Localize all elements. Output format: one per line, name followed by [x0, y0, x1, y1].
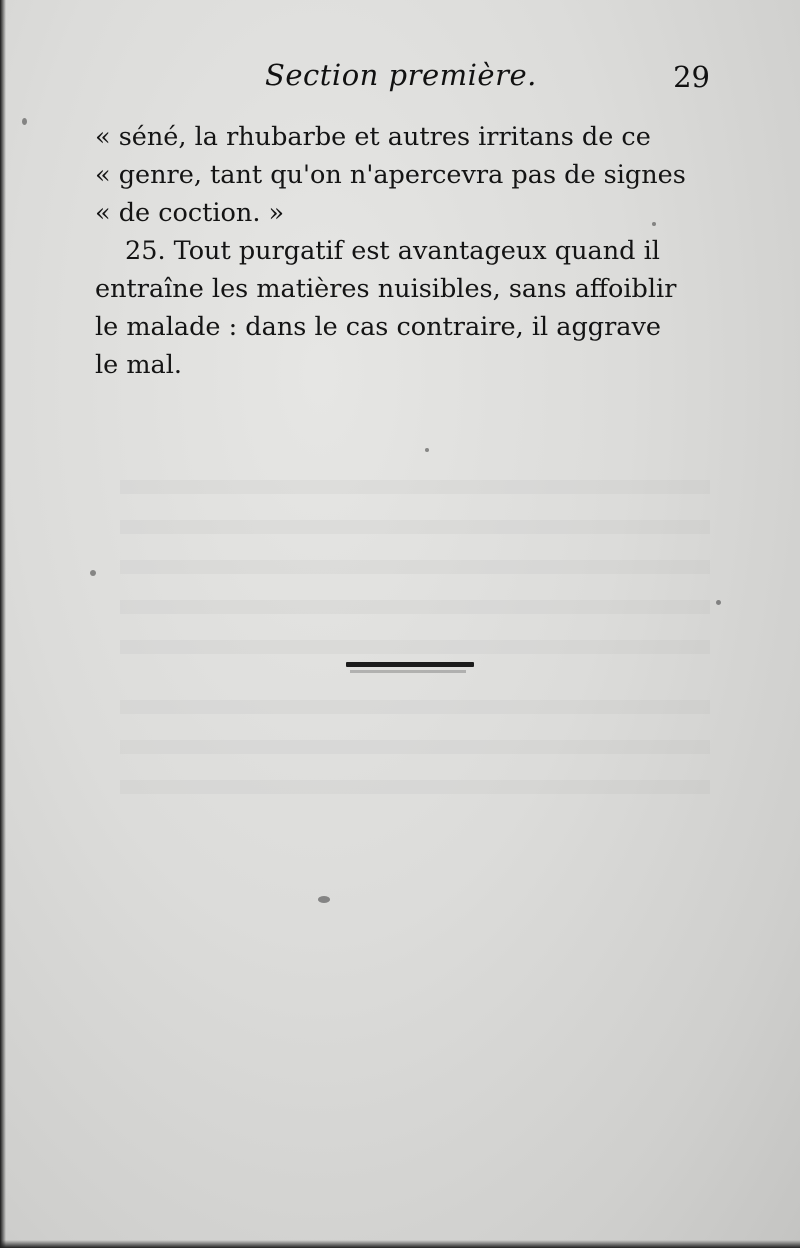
bleed-through	[120, 600, 710, 614]
text-line: « genre, tant qu'on n'apercevra pas de signes	[95, 160, 686, 190]
page-edge-bottom	[0, 1240, 800, 1248]
paragraph-start-line: 25. Tout purgatif est avantageux quand il	[125, 236, 660, 266]
bleed-through	[120, 560, 710, 574]
text-line: le mal.	[95, 350, 182, 380]
text-line: « de coction. »	[95, 198, 285, 228]
bleed-through	[120, 640, 710, 654]
paper-speck	[22, 118, 27, 125]
divider-rule-shadow	[350, 670, 466, 673]
page-edge-left	[0, 0, 6, 1248]
paper-speck	[716, 600, 721, 605]
section-title: Section première.	[265, 58, 537, 92]
bleed-through	[120, 740, 710, 754]
page-number: 29	[673, 60, 710, 94]
text-line: entraîne les matières nuisibles, sans affoiblir	[95, 274, 677, 304]
paper-speck	[90, 570, 96, 576]
bleed-through	[120, 520, 710, 534]
paper-speck	[318, 896, 330, 903]
running-head	[100, 58, 710, 102]
bleed-through	[120, 780, 710, 794]
section-divider-rule	[346, 662, 474, 667]
bleed-through	[120, 480, 710, 494]
paper-speck	[425, 448, 429, 452]
bleed-through	[120, 700, 710, 714]
text-line: le malade : dans le cas contraire, il aggrave	[95, 312, 661, 342]
text-line: « séné, la rhubarbe et autres irritans de ce	[95, 122, 651, 152]
body-text	[95, 118, 715, 384]
